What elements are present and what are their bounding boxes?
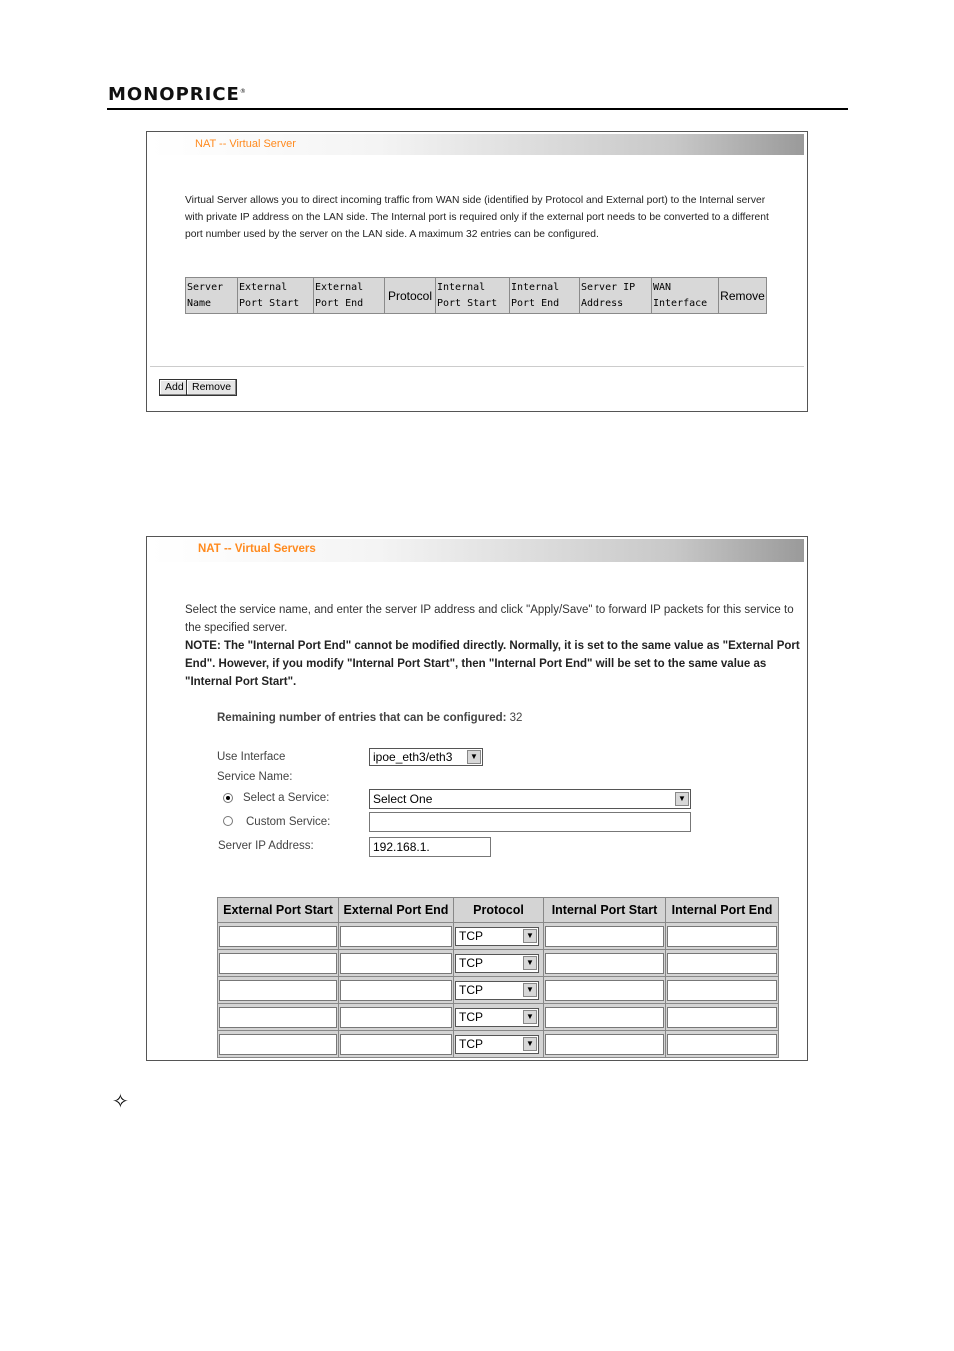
col-internal-port-end: Internal Port End — [666, 898, 779, 923]
remaining-label: Remaining number of entries that can be configured: — [217, 712, 507, 724]
four-point-star-icon: ✧ — [112, 1091, 129, 1113]
registered-mark: ® — [239, 88, 247, 95]
external-port-end-input[interactable] — [340, 1007, 452, 1028]
col-external-port-end: External Port End — [339, 898, 454, 923]
remaining-entries — [217, 712, 522, 724]
table-row — [218, 950, 779, 977]
table-row — [218, 1031, 779, 1058]
col-internal-port-end: Internal Port End — [510, 278, 580, 314]
select-service-label: Select a Service: — [243, 792, 330, 804]
external-port-end-input[interactable] — [340, 1034, 452, 1055]
server-ip-input[interactable] — [369, 837, 491, 857]
col-external-port-start: External Port Start — [218, 898, 339, 923]
col-external-port-start: External Port Start — [238, 278, 314, 314]
internal-port-start-input[interactable] — [545, 926, 664, 947]
col-internal-port-start: Internal Port Start — [436, 278, 510, 314]
internal-port-end-input[interactable] — [667, 953, 777, 974]
server-ip-value: 192.168.1. — [373, 840, 430, 854]
protocol-select[interactable] — [455, 954, 539, 973]
internal-port-end-input[interactable] — [667, 1034, 777, 1055]
col-external-port-end: External Port End — [314, 278, 385, 314]
internal-port-end-input[interactable] — [667, 980, 777, 1001]
table-row — [218, 1004, 779, 1031]
protocol-value: TCP — [459, 955, 483, 970]
internal-port-start-input[interactable] — [545, 980, 664, 1001]
chevron-down-icon[interactable]: ▼ — [675, 792, 689, 806]
custom-service-radio[interactable] — [223, 816, 233, 826]
protocol-value: TCP — [459, 928, 483, 943]
virtual-server-add-panel — [146, 536, 808, 1061]
protocol-select[interactable] — [455, 927, 539, 946]
panel-title-bar — [150, 134, 804, 155]
external-port-end-input[interactable] — [340, 980, 452, 1001]
col-wan-interface: WAN Interface — [652, 278, 719, 314]
col-protocol: Protocol — [454, 898, 544, 923]
protocol-select[interactable] — [455, 981, 539, 1000]
col-remove: Remove — [719, 278, 767, 314]
virtual-server-table — [185, 277, 767, 314]
divider — [150, 366, 804, 367]
col-server-name: Server Name — [186, 278, 238, 314]
internal-port-end-input[interactable] — [667, 926, 777, 947]
use-interface-select[interactable] — [369, 748, 483, 766]
header-rule — [107, 108, 848, 110]
select-service-value: Select One — [373, 792, 433, 806]
table-row — [218, 923, 779, 950]
service-name-label: Service Name: — [217, 771, 293, 783]
external-port-start-input[interactable] — [219, 926, 337, 947]
chevron-down-icon[interactable]: ▼ — [523, 956, 537, 970]
internal-port-start-input[interactable] — [545, 1034, 664, 1055]
col-protocol: Protocol — [385, 278, 436, 314]
add-button[interactable]: Add — [159, 379, 190, 396]
chevron-down-icon[interactable]: ▼ — [523, 1010, 537, 1024]
external-port-start-input[interactable] — [219, 953, 337, 974]
internal-port-end-input[interactable] — [667, 1007, 777, 1028]
external-port-start-input[interactable] — [219, 1034, 337, 1055]
custom-service-input[interactable] — [369, 812, 691, 832]
col-server-ip-address: Server IP Address — [580, 278, 652, 314]
port-table-header-row — [218, 898, 779, 923]
select-service-radio[interactable] — [223, 793, 233, 803]
custom-service-label: Custom Service: — [246, 816, 331, 828]
description-text: Virtual Server allows you to direct incoming traffic from WAN side (identified by Protocol and External port) to the Internal server with private IP address on the LAN side. The Internal port is required only if the external port needs to be converted to a different port number used by the server on the LAN side. A maximum 32 entries can be configured. — [185, 195, 769, 240]
external-port-start-input[interactable] — [219, 1007, 337, 1028]
chevron-down-icon[interactable]: ▼ — [523, 983, 537, 997]
external-port-end-input[interactable] — [340, 926, 452, 947]
monoprice-logo — [108, 84, 247, 105]
protocol-value: TCP — [459, 1009, 483, 1024]
table-row — [218, 977, 779, 1004]
intro-text: Select the service name, and enter the server IP address and click "Apply/Save" to forward IP packets for this service to the specified server. — [185, 604, 794, 634]
chevron-down-icon[interactable]: ▼ — [523, 1037, 537, 1051]
use-interface-label: Use Interface — [217, 751, 286, 763]
port-mapping-table — [217, 897, 779, 1058]
protocol-value: TCP — [459, 982, 483, 997]
brand-name: MONOPRICE — [108, 84, 240, 105]
protocol-select[interactable] — [455, 1035, 539, 1054]
col-internal-port-start: Internal Port Start — [544, 898, 666, 923]
protocol-select[interactable] — [455, 1008, 539, 1027]
chevron-down-icon[interactable]: ▼ — [523, 929, 537, 943]
select-service-dropdown[interactable] — [369, 789, 691, 809]
protocol-value: TCP — [459, 1036, 483, 1051]
remove-button[interactable]: Remove — [186, 379, 237, 396]
external-port-end-input[interactable] — [340, 953, 452, 974]
chevron-down-icon[interactable]: ▼ — [467, 750, 481, 764]
panel-title-bar — [150, 539, 804, 562]
remaining-value: 32 — [509, 712, 523, 724]
panel-title: NAT -- Virtual Server — [195, 138, 296, 150]
external-port-start-input[interactable] — [219, 980, 337, 1001]
panel-title: NAT -- Virtual Servers — [198, 543, 316, 555]
note-text: NOTE: The "Internal Port End" cannot be modified directly. Normally, it is set to the same value as "External Port End". However, if you modify "Internal Port Start", then "Internal Port End" will be set to the same value as "Internal Port Start". — [185, 640, 800, 688]
table-header-row — [186, 278, 767, 314]
internal-port-start-input[interactable] — [545, 1007, 664, 1028]
virtual-server-list-panel — [146, 131, 808, 412]
internal-port-start-input[interactable] — [545, 953, 664, 974]
use-interface-value: ipoe_eth3/eth3 — [373, 750, 453, 764]
server-ip-label: Server IP Address: — [218, 840, 314, 852]
